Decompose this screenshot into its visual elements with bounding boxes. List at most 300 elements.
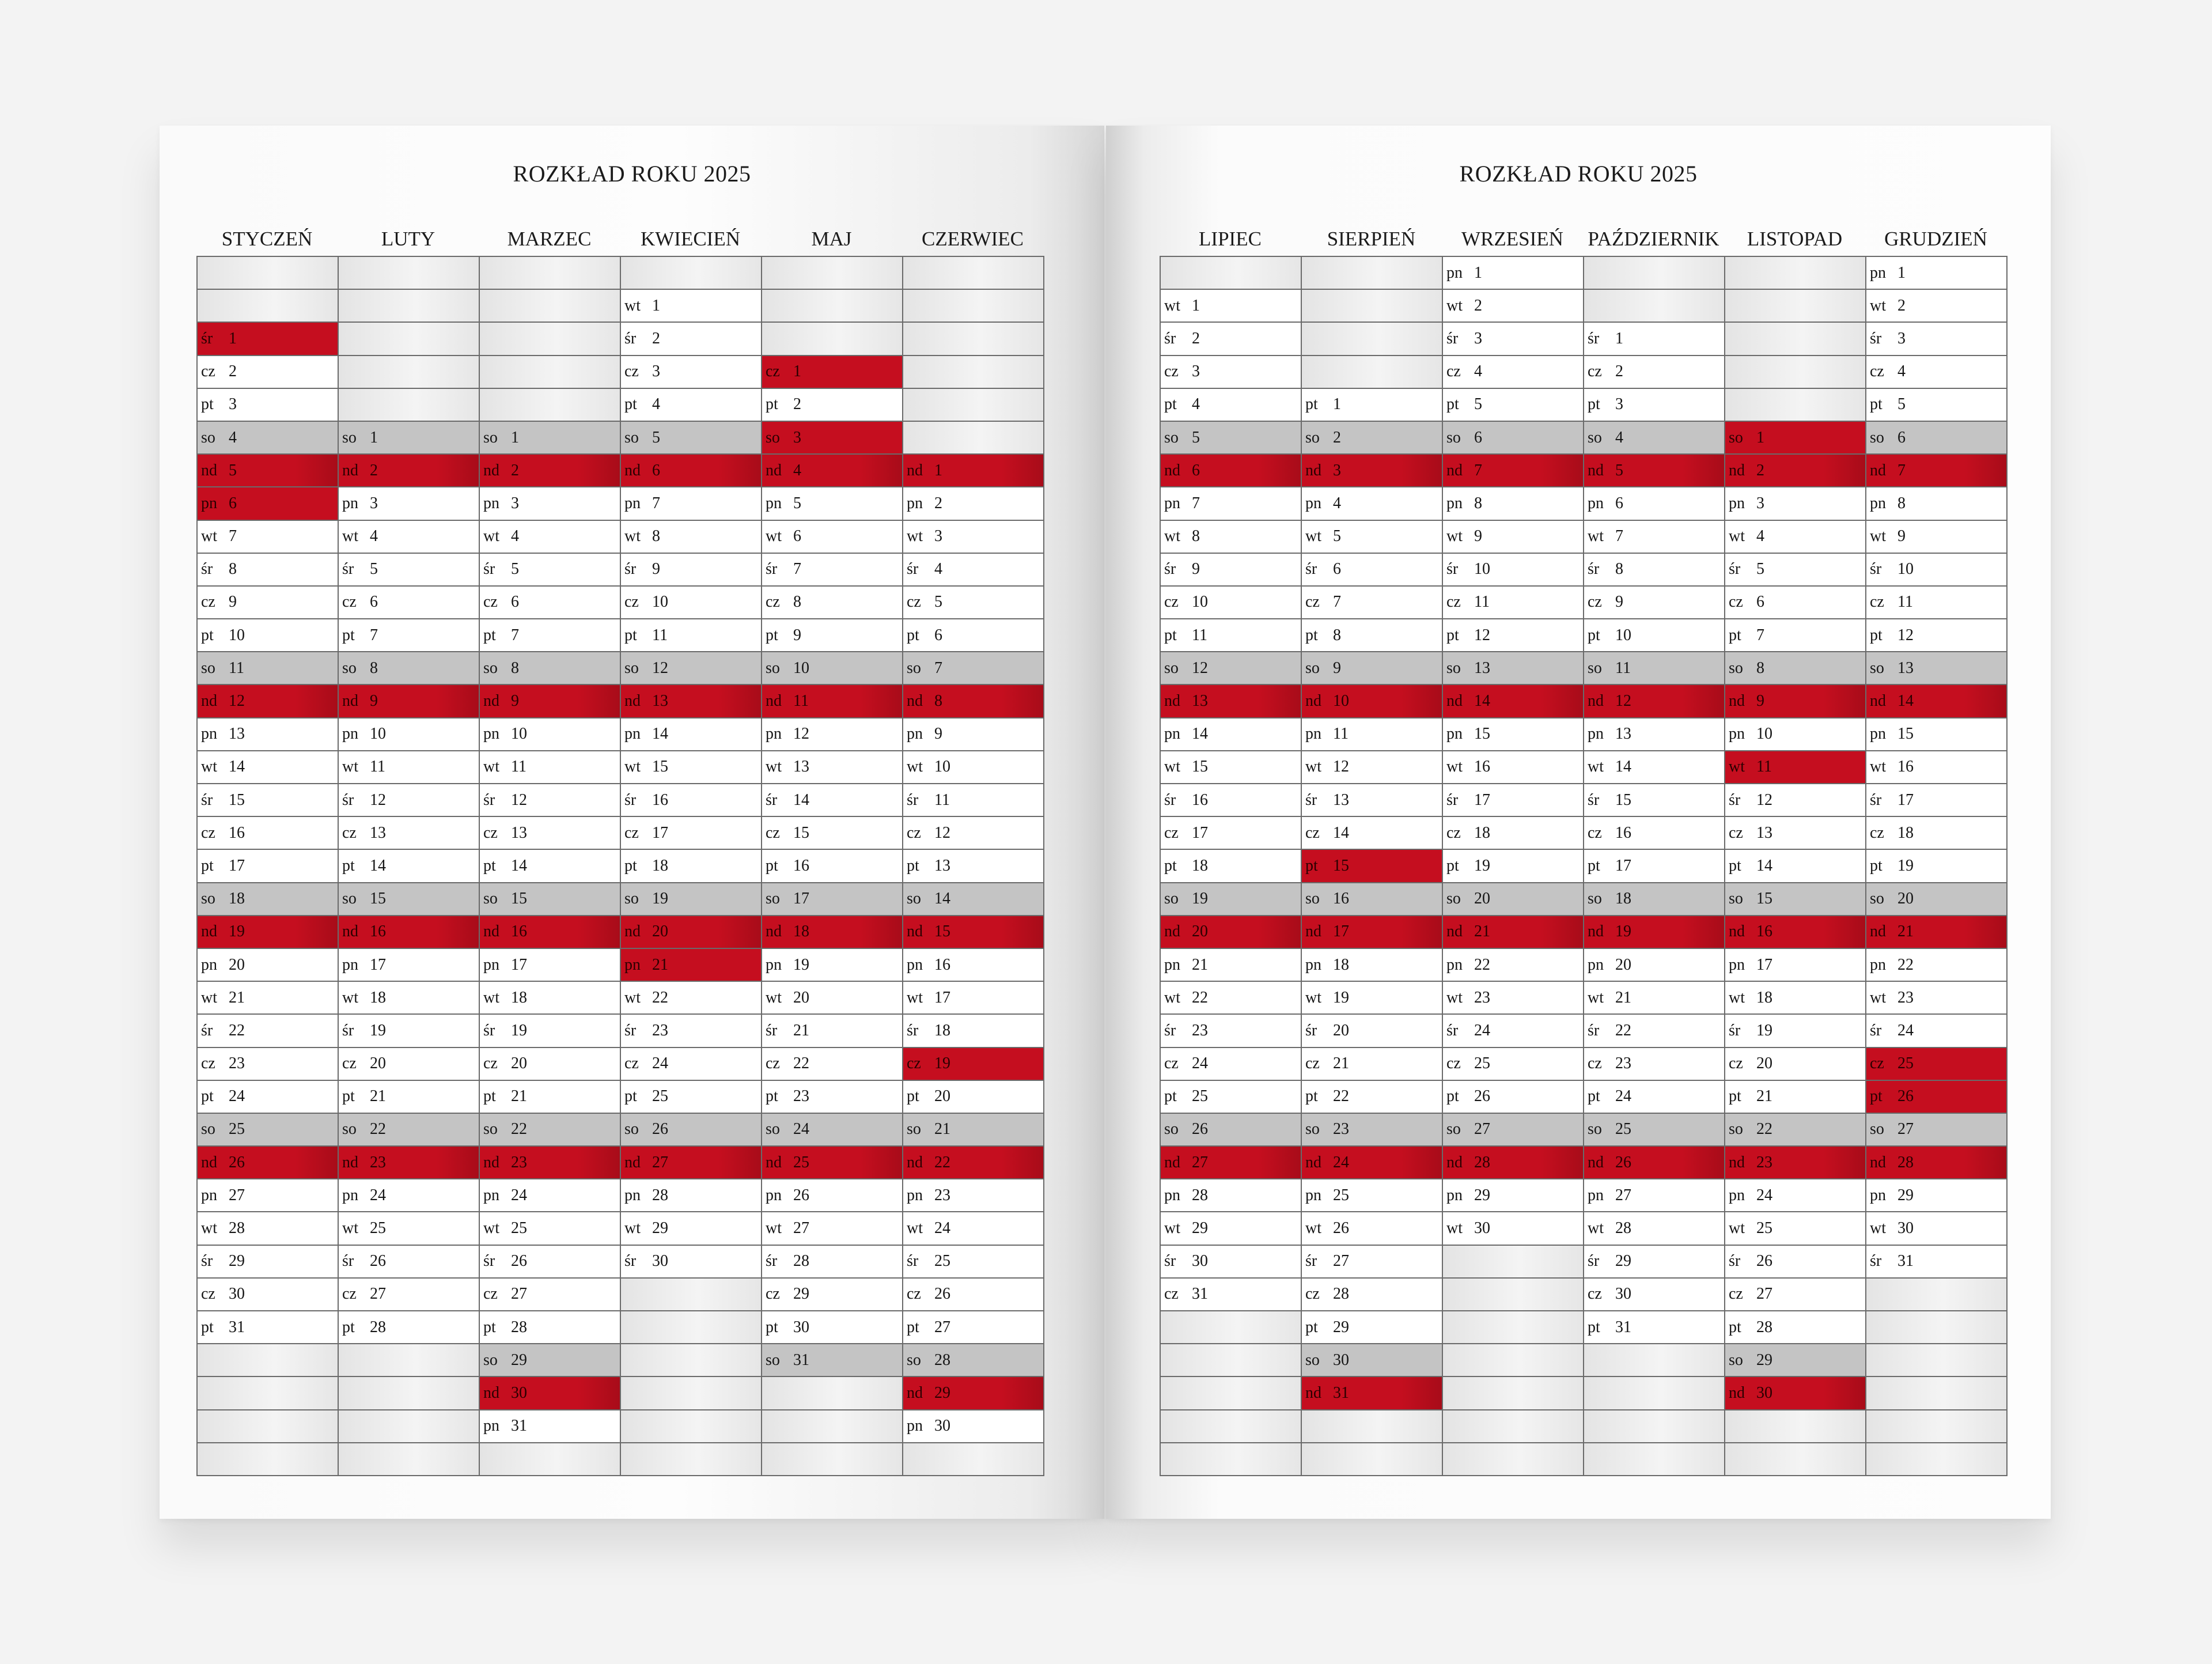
day-number: 11 (1474, 593, 1490, 611)
day-cell (1584, 619, 1725, 652)
day-number: 8 (1333, 626, 1341, 644)
month-name: MARZEC (507, 228, 592, 250)
weekday-abbrev: pn (483, 1417, 499, 1435)
weekday-abbrev: pt (342, 1087, 355, 1106)
day-number: 14 (793, 791, 809, 809)
day-cell (339, 982, 480, 1015)
day-cell (1302, 1279, 1443, 1311)
day-cell (1302, 554, 1443, 587)
day-cell (1302, 817, 1443, 850)
day-cell (762, 521, 903, 554)
day-cell (621, 652, 762, 685)
day-number: 17 (1615, 856, 1631, 875)
empty-cell (1725, 389, 1866, 422)
day-cell (198, 1279, 339, 1311)
day-cell (621, 949, 762, 982)
day-number: 5 (229, 461, 237, 479)
day-number: 1 (229, 329, 237, 347)
empty-cell (621, 1443, 762, 1476)
weekday-abbrev: pt (1729, 626, 1741, 644)
weekday-abbrev: pt (201, 856, 214, 875)
day-number: 19 (1474, 856, 1490, 875)
day-cell (1866, 751, 2008, 784)
day-cell (621, 718, 762, 751)
weekday-abbrev: pn (483, 1186, 499, 1204)
weekday-abbrev: pn (201, 494, 217, 512)
day-cell (762, 718, 903, 751)
day-cell (1725, 982, 1866, 1015)
day-cell (1302, 718, 1443, 751)
empty-cell (1443, 1410, 1584, 1443)
month-name: GRUDZIEŃ (1884, 228, 1987, 250)
day-number: 30 (1615, 1285, 1631, 1303)
day-cell (1725, 587, 1866, 619)
day-cell (480, 1081, 621, 1114)
empty-cell (1161, 1311, 1302, 1344)
day-cell (1443, 356, 1584, 389)
day-number: 22 (1897, 955, 1914, 974)
day-cell (621, 1015, 762, 1047)
day-cell (762, 1114, 903, 1147)
day-number: 11 (793, 692, 809, 710)
day-number: 28 (1474, 1153, 1490, 1171)
weekday-abbrev: nd (201, 1153, 217, 1171)
weekday-abbrev: so (1588, 428, 1602, 447)
day-cell (1443, 257, 1584, 290)
day-number: 19 (1756, 1021, 1772, 1039)
day-cell (1161, 784, 1302, 817)
weekday-abbrev: cz (1305, 1054, 1320, 1073)
day-number: 7 (934, 659, 942, 677)
weekday-abbrev: pn (201, 725, 217, 743)
day-number: 17 (1192, 823, 1208, 842)
day-number: 23 (229, 1054, 245, 1073)
weekday-abbrev: pn (766, 1186, 782, 1204)
weekday-abbrev: cz (1164, 1054, 1179, 1073)
day-number: 19 (1615, 922, 1631, 941)
day-number: 5 (1333, 527, 1341, 546)
weekday-abbrev: cz (1446, 362, 1461, 381)
day-number: 27 (793, 1219, 809, 1238)
weekday-abbrev: so (1164, 890, 1179, 908)
day-cell (903, 883, 1044, 916)
weekday-abbrev: so (1164, 1120, 1179, 1139)
weekday-abbrev: śr (1870, 329, 1882, 347)
weekday-abbrev: pn (1305, 494, 1321, 512)
weekday-abbrev: nd (766, 1153, 782, 1171)
day-number: 22 (793, 1054, 809, 1073)
weekday-abbrev: nd (1870, 922, 1886, 941)
day-number: 14 (229, 758, 245, 776)
day-cell (339, 784, 480, 817)
day-number: 25 (1333, 1186, 1349, 1204)
day-cell (480, 949, 621, 982)
day-cell (1443, 949, 1584, 982)
day-cell (1161, 652, 1302, 685)
day-number: 1 (511, 428, 519, 447)
weekday-abbrev: wt (1588, 527, 1604, 546)
day-number: 20 (652, 922, 668, 941)
weekday-abbrev: pn (342, 725, 358, 743)
day-number: 19 (1897, 856, 1914, 875)
day-cell (903, 1212, 1044, 1245)
day-number: 8 (229, 560, 237, 578)
day-number: 27 (1756, 1285, 1772, 1303)
weekday-abbrev: śr (1305, 1252, 1317, 1270)
day-number: 24 (511, 1186, 527, 1204)
weekday-abbrev: wt (1164, 988, 1180, 1007)
day-cell (339, 1212, 480, 1245)
weekday-abbrev: śr (1446, 791, 1459, 809)
day-cell (1725, 422, 1866, 455)
weekday-abbrev: pt (1446, 395, 1459, 414)
day-cell (1725, 1344, 1866, 1377)
weekday-abbrev: wt (1870, 296, 1886, 315)
day-cell (339, 718, 480, 751)
day-number: 5 (652, 428, 660, 447)
weekday-abbrev: pt (1305, 1318, 1318, 1336)
weekday-abbrev: wt (1446, 988, 1463, 1007)
day-number: 30 (229, 1285, 245, 1303)
day-cell (1302, 850, 1443, 883)
weekday-abbrev: śr (1164, 329, 1176, 347)
day-number: 5 (793, 494, 801, 512)
day-number: 12 (652, 659, 668, 677)
weekday-abbrev: pt (1446, 856, 1459, 875)
day-cell (198, 323, 339, 356)
day-cell (1725, 751, 1866, 784)
empty-cell (762, 1443, 903, 1476)
day-number: 22 (370, 1120, 386, 1139)
weekday-abbrev: pn (1870, 263, 1886, 282)
day-number: 11 (229, 659, 244, 677)
empty-cell (1161, 1377, 1302, 1410)
weekday-abbrev: cz (766, 593, 780, 611)
day-cell (903, 1410, 1044, 1443)
weekday-abbrev: śr (766, 1021, 778, 1039)
empty-cell (198, 1344, 339, 1377)
day-number: 29 (1333, 1318, 1349, 1336)
day-number: 23 (652, 1021, 668, 1039)
day-number: 27 (511, 1285, 527, 1303)
day-number: 22 (229, 1021, 245, 1039)
day-cell (621, 1081, 762, 1114)
day-cell (198, 883, 339, 916)
weekday-abbrev: nd (1305, 922, 1321, 941)
weekday-abbrev: nd (1305, 1383, 1321, 1402)
weekday-abbrev: nd (1588, 922, 1604, 941)
day-cell (903, 1048, 1044, 1081)
day-cell (1725, 1246, 1866, 1279)
weekday-abbrev: so (342, 1120, 357, 1139)
weekday-abbrev: cz (907, 593, 921, 611)
day-number: 30 (934, 1417, 950, 1435)
day-cell (762, 1344, 903, 1377)
empty-cell (1866, 1279, 2008, 1311)
day-number: 25 (1897, 1054, 1914, 1073)
weekday-abbrev: śr (1164, 560, 1176, 578)
day-cell (1302, 1212, 1443, 1245)
day-number: 16 (370, 922, 386, 941)
weekday-abbrev: śr (1588, 329, 1600, 347)
weekday-abbrev: pn (483, 494, 499, 512)
day-number: 13 (1333, 791, 1349, 809)
day-cell (1866, 817, 2008, 850)
weekday-abbrev: pn (1870, 1186, 1886, 1204)
day-number: 26 (1615, 1153, 1631, 1171)
day-number: 14 (1615, 758, 1631, 776)
day-number: 20 (1615, 955, 1631, 974)
day-number: 16 (793, 856, 809, 875)
day-number: 21 (934, 1120, 950, 1139)
day-cell (339, 619, 480, 652)
day-cell (339, 883, 480, 916)
weekday-abbrev: pn (624, 725, 641, 743)
weekday-abbrev: wt (342, 527, 358, 546)
weekday-abbrev: cz (342, 1285, 357, 1303)
empty-cell (480, 1443, 621, 1476)
weekday-abbrev: śr (483, 1021, 495, 1039)
day-cell (339, 455, 480, 487)
weekday-abbrev: cz (1729, 1285, 1743, 1303)
day-number: 13 (1897, 659, 1914, 677)
day-number: 18 (1897, 823, 1914, 842)
day-number: 23 (1615, 1054, 1631, 1073)
empty-cell (1302, 356, 1443, 389)
day-number: 12 (1192, 659, 1208, 677)
day-number: 27 (934, 1318, 950, 1336)
day-cell (903, 949, 1044, 982)
weekday-abbrev: śr (1305, 1021, 1317, 1039)
day-cell (1866, 619, 2008, 652)
weekday-abbrev: śr (201, 1252, 213, 1270)
day-number: 19 (229, 922, 245, 941)
day-cell (1161, 290, 1302, 323)
day-number: 20 (934, 1087, 950, 1106)
day-number: 6 (1192, 461, 1200, 479)
day-number: 8 (793, 593, 801, 611)
day-cell (1161, 521, 1302, 554)
weekday-abbrev: śr (624, 329, 637, 347)
day-number: 21 (370, 1087, 386, 1106)
day-number: 24 (934, 1219, 950, 1238)
day-number: 3 (1615, 395, 1623, 414)
day-number: 25 (229, 1120, 245, 1139)
weekday-abbrev: nd (907, 1153, 923, 1171)
weekday-abbrev: cz (1870, 362, 1884, 381)
day-cell (198, 1179, 339, 1212)
day-cell (198, 619, 339, 652)
weekday-abbrev: pn (907, 955, 923, 974)
day-cell (339, 1015, 480, 1047)
day-number: 6 (1756, 593, 1764, 611)
day-cell (1443, 521, 1584, 554)
day-cell (1584, 389, 1725, 422)
day-cell (1725, 1279, 1866, 1311)
weekday-abbrev: pt (1446, 626, 1459, 644)
day-cell (1443, 554, 1584, 587)
weekday-abbrev: nd (201, 692, 217, 710)
weekday-abbrev: so (483, 1351, 498, 1369)
day-cell (1161, 850, 1302, 883)
day-cell (762, 652, 903, 685)
day-cell (1443, 323, 1584, 356)
weekday-abbrev: nd (766, 922, 782, 941)
day-number: 14 (1474, 692, 1490, 710)
day-cell (1161, 949, 1302, 982)
weekday-abbrev: pt (1588, 626, 1600, 644)
weekday-abbrev: wt (624, 1219, 641, 1238)
day-number: 12 (1474, 626, 1490, 644)
day-cell (1584, 422, 1725, 455)
day-number: 22 (652, 988, 668, 1007)
day-number: 8 (652, 527, 660, 546)
day-number: 22 (934, 1153, 950, 1171)
day-number: 18 (1474, 823, 1490, 842)
weekday-abbrev: wt (1305, 758, 1321, 776)
weekday-abbrev: nd (483, 692, 499, 710)
day-number: 20 (229, 955, 245, 974)
weekday-abbrev: so (1305, 1351, 1320, 1369)
day-cell (762, 455, 903, 487)
weekday-abbrev: nd (1729, 1153, 1745, 1171)
day-number: 12 (1756, 791, 1772, 809)
day-cell (198, 1212, 339, 1245)
weekday-abbrev: wt (766, 527, 782, 546)
day-number: 3 (652, 362, 660, 381)
empty-cell (339, 389, 480, 422)
weekday-abbrev: pt (624, 1087, 637, 1106)
day-number: 4 (934, 560, 942, 578)
day-number: 22 (1756, 1120, 1772, 1139)
day-cell (621, 850, 762, 883)
day-number: 24 (1192, 1054, 1208, 1073)
day-cell (480, 1212, 621, 1245)
day-cell (1443, 652, 1584, 685)
day-number: 18 (934, 1021, 950, 1039)
empty-cell (1302, 257, 1443, 290)
day-cell (621, 1147, 762, 1179)
weekday-abbrev: śr (1446, 329, 1459, 347)
empty-cell (1443, 1311, 1584, 1344)
day-cell (1584, 587, 1725, 619)
day-cell (762, 1147, 903, 1179)
day-cell (903, 652, 1044, 685)
day-number: 23 (1897, 988, 1914, 1007)
weekday-abbrev: cz (1305, 1285, 1320, 1303)
day-number: 7 (1474, 461, 1482, 479)
day-number: 29 (1756, 1351, 1772, 1369)
day-cell (480, 487, 621, 520)
weekday-abbrev: pn (1729, 725, 1745, 743)
day-number: 2 (370, 461, 378, 479)
day-number: 4 (1897, 362, 1906, 381)
weekday-abbrev: pn (1729, 1186, 1745, 1204)
weekday-abbrev: pt (907, 626, 919, 644)
day-cell (1302, 1147, 1443, 1179)
day-number: 8 (370, 659, 378, 677)
empty-cell (339, 1443, 480, 1476)
weekday-abbrev: so (1729, 1351, 1743, 1369)
day-cell (1161, 1246, 1302, 1279)
day-number: 9 (652, 560, 660, 578)
day-cell (480, 1179, 621, 1212)
day-number: 17 (511, 955, 527, 974)
day-cell (1302, 1344, 1443, 1377)
weekday-abbrev: nd (907, 461, 923, 479)
weekday-abbrev: pt (483, 1087, 496, 1106)
day-cell (480, 685, 621, 718)
day-number: 28 (793, 1252, 809, 1270)
weekday-abbrev: wt (342, 1219, 358, 1238)
weekday-abbrev: pn (201, 955, 217, 974)
empty-cell (903, 323, 1044, 356)
day-cell (762, 487, 903, 520)
day-number: 12 (793, 725, 809, 743)
weekday-abbrev: pt (201, 1318, 214, 1336)
day-cell (762, 1279, 903, 1311)
day-number: 8 (1897, 494, 1906, 512)
day-number: 28 (370, 1318, 386, 1336)
day-cell (903, 587, 1044, 619)
day-number: 5 (1756, 560, 1764, 578)
day-cell (339, 751, 480, 784)
weekday-abbrev: wt (907, 527, 923, 546)
empty-cell (1161, 257, 1302, 290)
day-number: 26 (934, 1285, 950, 1303)
weekday-abbrev: cz (342, 593, 357, 611)
day-cell (1725, 1081, 1866, 1114)
weekday-abbrev: so (201, 428, 215, 447)
day-number: 5 (370, 560, 378, 578)
day-number: 8 (1192, 527, 1200, 546)
day-number: 12 (1333, 758, 1349, 776)
day-cell (1161, 1048, 1302, 1081)
day-number: 20 (1333, 1021, 1349, 1039)
day-cell (198, 685, 339, 718)
weekday-abbrev: wt (1164, 527, 1180, 546)
day-cell (1443, 619, 1584, 652)
day-number: 16 (1756, 922, 1772, 941)
day-cell (198, 356, 339, 389)
day-cell (762, 1212, 903, 1245)
day-number: 31 (1897, 1252, 1914, 1270)
day-number: 10 (793, 659, 809, 677)
weekday-abbrev: so (342, 428, 357, 447)
weekday-abbrev: nd (1588, 461, 1604, 479)
day-cell (1866, 850, 2008, 883)
day-cell (621, 1179, 762, 1212)
day-number: 19 (1192, 890, 1208, 908)
day-cell (903, 487, 1044, 520)
weekday-abbrev: cz (1164, 593, 1179, 611)
day-number: 9 (511, 692, 519, 710)
empty-cell (198, 290, 339, 323)
day-number: 5 (511, 560, 519, 578)
day-cell (762, 883, 903, 916)
day-cell (903, 982, 1044, 1015)
day-number: 23 (1192, 1021, 1208, 1039)
day-number: 15 (1192, 758, 1208, 776)
day-cell (1725, 916, 1866, 949)
day-number: 10 (1333, 692, 1349, 710)
weekday-abbrev: cz (1305, 593, 1320, 611)
weekday-abbrev: wt (1588, 758, 1604, 776)
day-number: 26 (652, 1120, 668, 1139)
day-number: 15 (229, 791, 245, 809)
weekday-abbrev: so (483, 428, 498, 447)
day-number: 4 (1615, 428, 1623, 447)
